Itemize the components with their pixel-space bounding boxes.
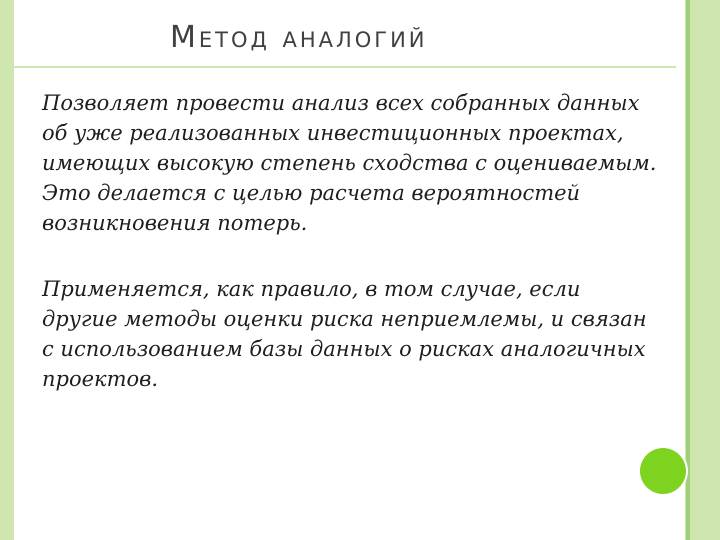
decor-circle: [640, 448, 686, 494]
slide-title: Метод аналогий: [170, 20, 428, 55]
left-decor-bar: [0, 0, 14, 540]
paragraph-1: Позволяет провести анализ всех собранных данных об уже реализованных инвестиционных проектах, имеющих высокую степень сходства с оцениваемым. Это делается с целью расчета вероятностей возникновения потерь.: [42, 91, 657, 235]
paragraph-2: Применяется, как правило, в том случае, если другие методы оценки риска неприемлемы, и связан с использованием базы данных о рисках аналогичных проектов.: [42, 277, 647, 391]
right-decor-bar: [690, 0, 720, 540]
title-divider: [14, 66, 676, 68]
